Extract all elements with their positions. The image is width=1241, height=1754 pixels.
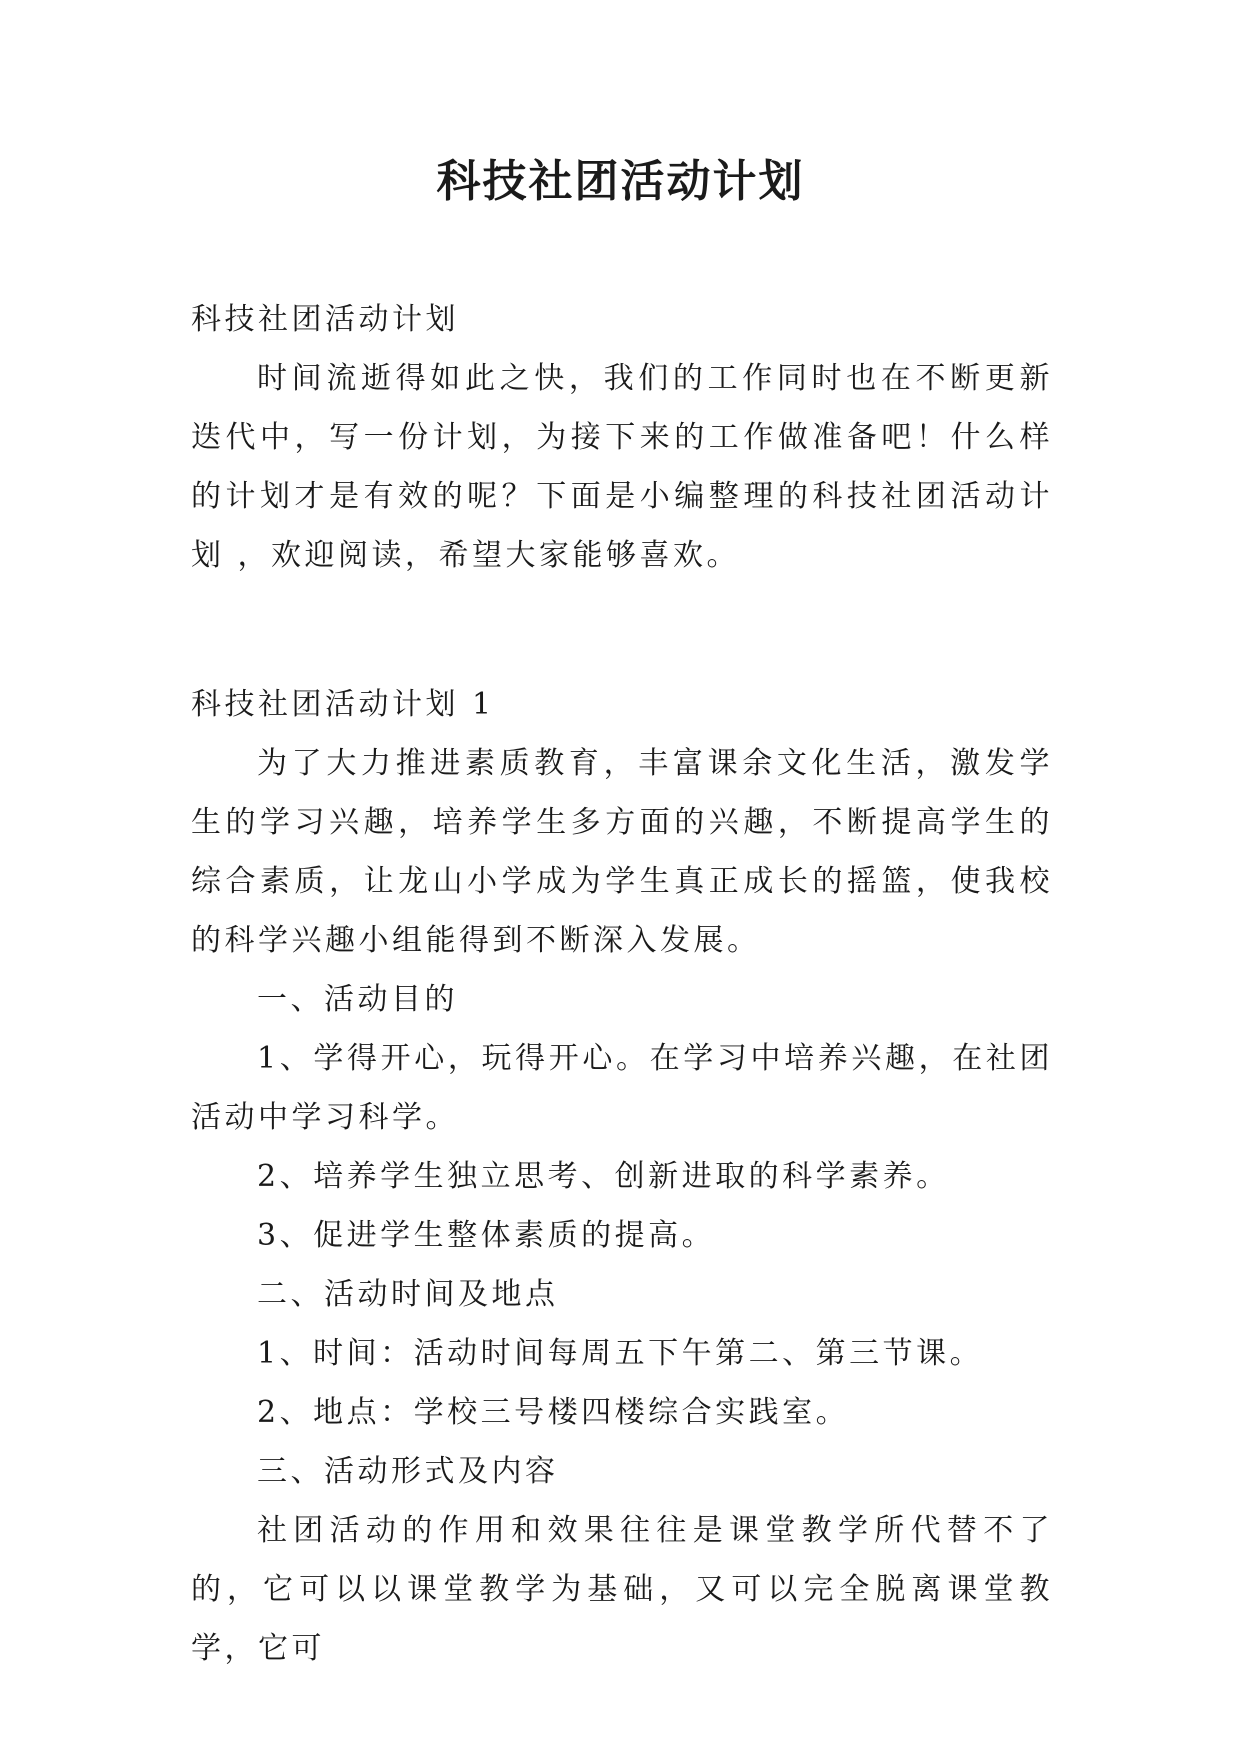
list-item: 3、促进学生整体素质的提高。 [257,1218,716,1253]
section-spacer [191,585,1053,675]
list-item: 1、时间：活动时间每周五下午第二、第三节课。 [257,1336,984,1371]
document-body [191,290,1053,1678]
section-heading: 科技社团活动计划 1 [191,687,495,722]
intro-paragraph: 时间流逝得如此之快，我们的工作同时也在不断更新迭代中，写一份计划，为接下来的工作做准备吧！什么样的计划才是有效的呢？下面是小编整理的科技社团活动计划 ，欢迎阅读，希望大家能够喜欢。 [191,361,1053,573]
heading-activity-form-content: 三、活动形式及内容 [257,1454,559,1489]
list-item: 2、地点：学校三号楼四楼综合实践室。 [257,1395,850,1430]
heading-activity-time-place: 二、活动时间及地点 [257,1277,559,1312]
heading-activity-purpose: 一、活动目的 [257,982,458,1017]
document-title: 科技社团活动计划 [436,156,805,207]
document-subtitle: 科技社团活动计划 [191,302,459,337]
body-paragraph: 社团活动的作用和效果往往是课堂教学所代替不了的，它可以以课堂教学为基础，又可以完全脱离课堂教学，它可 [191,1513,1053,1666]
body-paragraph: 为了大力推进素质教育，丰富课余文化生活，激发学生的学习兴趣，培养学生多方面的兴趣，不断提高学生的综合素质，让龙山小学成为学生真正成长的摇篮，使我校的科学兴趣小组能得到不断深入发展。 [191,746,1053,958]
list-item: 1、学得开心，玩得开心。在学习中培养兴趣，在社团活动中学习科学。 [191,1041,1053,1135]
list-item: 2、培养学生独立思考、创新进取的科学素养。 [257,1159,950,1194]
